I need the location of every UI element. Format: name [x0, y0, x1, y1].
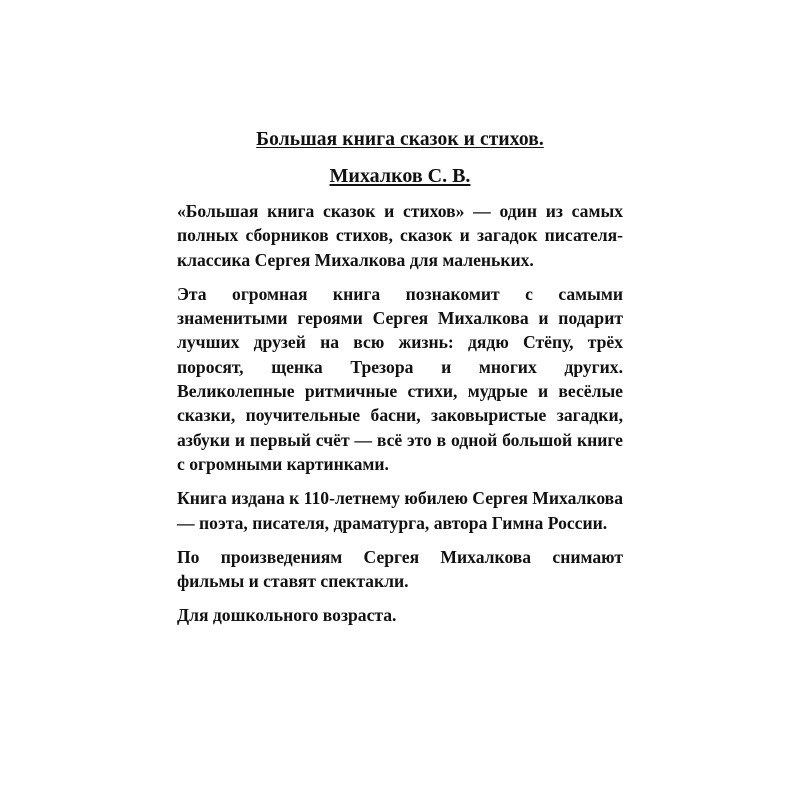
description-paragraph: «Большая книга сказок и стихов» — один из самых полных сборников стихов, сказок и загадок писателя-классика Сергея Михалкова для маленьких. — [177, 201, 623, 270]
description-paragraph: По произведениям Сергея Михалкова снимают фильмы и ставят спектакли. — [177, 546, 623, 592]
book-title: Большая книга сказок и стихов. — [256, 129, 544, 150]
description-paragraph: Книга издана к 110-летнему юбилею Сергея Михалкова — поэта, писателя, драматурга, автора Гимна России. — [177, 488, 623, 533]
document-page — [177, 128, 623, 628]
book-author: Михалков С. В. — [329, 165, 471, 187]
description-paragraph: Эта огромная книга познакомит с самыми знаменитыми героями Сергея Михалкова и подарит лучших друзей на всю жизнь: дядю Стёпу, трёх поросят, щенка Трезора и многих других. Великолепные ритмичные стихи, мудрые и весёлые сказки, поучительные басни, заковыристые загадки, азбуки и первый счёт — всё это в одной большой книге с огромными картинками. — [177, 283, 623, 474]
age-recommendation: Для дошкольного возраста. — [177, 605, 397, 626]
